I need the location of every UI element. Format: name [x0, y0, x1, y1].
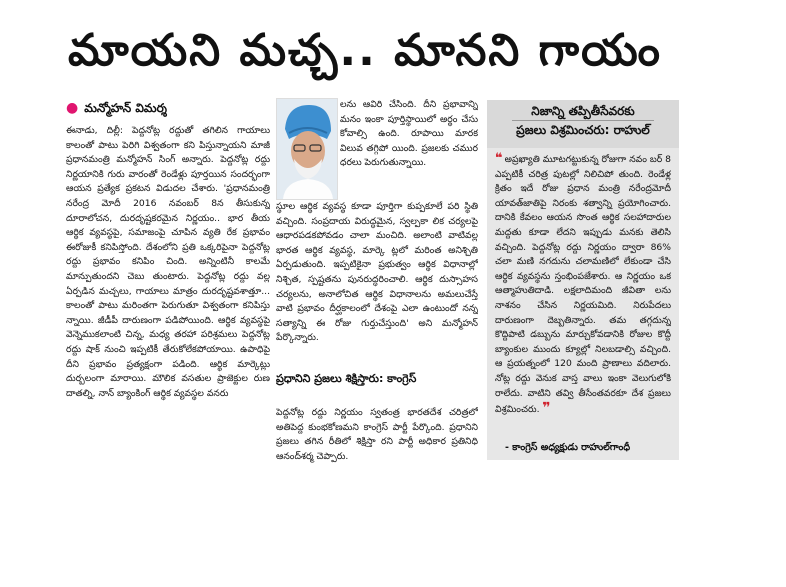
- quote-box: [487, 100, 679, 460]
- article-text-1: ఈనాడు, దిల్లీ: పెద్దనోట్ల రద్దుతో తగిలిన గాయాలు కాలంతో పాటు పెరిగి విశ్వతంగా కని పిస్తున్నాయని మాజీ ప్రధానమంత్రి మన్మోహన్ సింగ్ అన్నారు. పెద్దనోట్ల రద్దు నిర్ణయానికి గురు వారంతో రెండేళ్లు పూర్తయిన సందర్భంగా ఆయన ప్రత్యేక ప్రకటన విడుదల చేశారు. 'ప్రధానమంత్రి నరేంద్ర మోదీ 2016 నవంబర్ 8న తీసుకున్న దూరాలోచన, దురదృష్టకరమైన నిర్ణయం.. భార తీయ ఆర్థిక వ్యవస్థపై, సమాజంపై చూపిన వ్యతి రేక ప్రభావం ఈరోజుకీ కనిపిస్తోంది. దేశంలోని ప్రతి ఒక్కరిపైనా పెద్దనోట్ల రద్దు ప్రభావం కనిపిం చింది. అన్నింటినీ కాలమే మాన్పుతుందని చెబు తుంటారు. పెద్దనోట్ల రద్దు వల్ల ఏర్పడిన మచ్చలు, గాయాలు మాత్రం దురదృష్టవశాత్తూ... కాలంతో పాటు మరింతగా పెరుగుతూ విశ్వతంగా కనిపిస్తు న్నాయి. జీడీపీ దారుణంగా పడిపోయింది. ఆర్థిక వ్యవస్థపై వెన్నెముకలాంటి చిన్న, మధ్య తరహా పరిశ్రమలు పెద్దనోట్ల రద్దు షాక్ నుంచి ఇప్పటికీ తేరుకోలేకపోయాయి. ఉపాధిపై దీని ప్రభావం ప్రత్యక్షంగా పడింది. ఆర్థిక మార్కెట్లు దుర్బలంగా మారాయి. మౌలిక వసతుల ప్రాజెక్టుల రుణ దాతల్ని, నాన్ బ్యాంకింగ్ ఆర్థిక వ్యవస్థల వనరు: [66, 125, 270, 399]
- byline: [66, 100, 167, 118]
- quote-box-title: [487, 100, 679, 148]
- open-quote-icon: ❝: [495, 152, 503, 166]
- article-column-2-bottom: [276, 406, 478, 486]
- headline: మాయని మచ్చ.. మానని గాయం: [68, 25, 662, 76]
- quote-box-body: [495, 152, 671, 438]
- bullet-icon: ●: [66, 100, 79, 116]
- quote-signature: - కాంగ్రెస్ అధ్యక్షుడు రాహుల్‌గాంధీ: [505, 442, 631, 453]
- quote-text: అప్రఖ్యాతి మూటగట్టుకున్న రోజుగా నవం బర్ 8 ఎప్పటికీ చరిత్ర పుటల్లో నిలిచిపో తుంది. రెండేళ్ల క్రితం ఇదే రోజు ప్రధాన మంత్రి నరేంద్రమోదీ యావత్‌జాతిపై నిరంకు శత్వాన్ని ప్రయోగించారు. దానికి కేవలం ఆయన సొంత ఆర్థిక సలహాదారుల మద్దతు కూడా లేదని ఇప్పుడు మనకు తెలిసి వచ్చింది. పెద్దనోట్ల రద్దు నిర్ణయం ద్వారా 86% చలా మణి నగదును చలామణిలో లేకుండా చేసి ఆర్థిక వ్యవస్థను స్తంభింపజేశారు. ఆ నిర్ణయం ఒక ఆత్మాహుతిదాడి. లక్షలాదిమంది జీవితా లను నాశనం చేసిన నిర్ణయమిది. నిరుపేదలు దారుణంగా దెబ్బతిన్నారు. తమ తగ్గదున్న కొద్దిపాటి డబ్బును మార్చుకోవడానికి రోజుల కొద్దీ బ్యాంకుల ముందు క్యూల్లో నిలబడాల్సి వచ్చింది. ఆ ప్రయత్నంలో 120 మంది ప్రాణాలు వదిలారు. నోట్ల రద్దు వెనుక వాస్త వాలు ఇంకా వెలుగులోకి రాలేదు. వాటిని తవ్వి తీసేంతవరకూ దేశ ప్రజలు విశ్రమించరు.: [495, 154, 671, 416]
- article-column-2-top: [340, 98, 478, 200]
- byline-text: మన్మోహన్ విమర్శ: [84, 101, 167, 115]
- article-column-1: [66, 124, 270, 558]
- quote-box-title-line2: ప్రజలు విశ్రమించరు: రాహుల్: [512, 120, 654, 139]
- subheading: ప్రధానిని ప్రజలు శిక్షిస్తారు: కాంగ్రెస్: [276, 372, 417, 385]
- portrait-illustration: [277, 99, 337, 199]
- article-text-2-top: లను ఆవిరి చేసింది. దీని ప్రభావాన్ని మనం ఇంకా పూర్తిస్థాయిలో అర్థం చేసు కోవాల్సి ఉంది. రూపాయి మారక విలువ తగ్గిపో యింది. ప్రజలకు చముర ధరలు పెరుగుతున్నాయి.: [340, 99, 478, 169]
- quote-box-title-line1: నిజాన్ని తప్పితీసేవరకు: [531, 104, 635, 118]
- close-quote-icon: ❞: [542, 400, 551, 417]
- article-column-2: [276, 200, 478, 368]
- article-text-2: స్థూల ఆర్థిక వ్యవస్థ కూడా పూర్తిగా కుప్పకూలే పరి స్థితి వచ్చింది. సంప్రదాయ విరుద్ధమైన, స్వల్పకా లిక చర్యలపై ఆధారపడకపోవడం చాలా మంచిది. అలాంటి వాటివల్ల భారత ఆర్థిక వ్యవస్థ, మార్కె ట్లలో మరింత అనిశ్చితి ఏర్పడుతుంది. ఇప్పటికైనా ప్రభుత్వం ఆర్థిక విధానాల్లో నిశ్చిత, స్పష్టతను పునరుద్ధరించాలి. ఆర్థిక దుస్సాహస చర్యలను, అనాలోచిత ఆర్థిక విధానాలను అమలుచేస్తే వాటి ప్రభావం దీర్ఘకాలంలో దేశంపై ఎలా ఉంటుందో నన్న సత్యాన్ని ఈ రోజు గుర్తుచేస్తుంది' అని మన్మోహన్ పేర్కొన్నారు.: [276, 201, 478, 344]
- article-text-2-bottom: పెద్దనోట్ల రద్దు నిర్ణయం స్వతంత్ర భారతదేశ చరిత్రలో అతిపెద్ద కుంభకోణమని కాంగ్రెస్ పార్టీ పేర్కొంది. ప్రధానిని ప్రజలు తగిన రీతిలో శిక్షిస్తా రని పార్టీ అధికార ప్రతినిధి ఆనంద్‌శర్మ చెప్పారు.: [276, 407, 478, 462]
- portrait-photo: [276, 98, 338, 200]
